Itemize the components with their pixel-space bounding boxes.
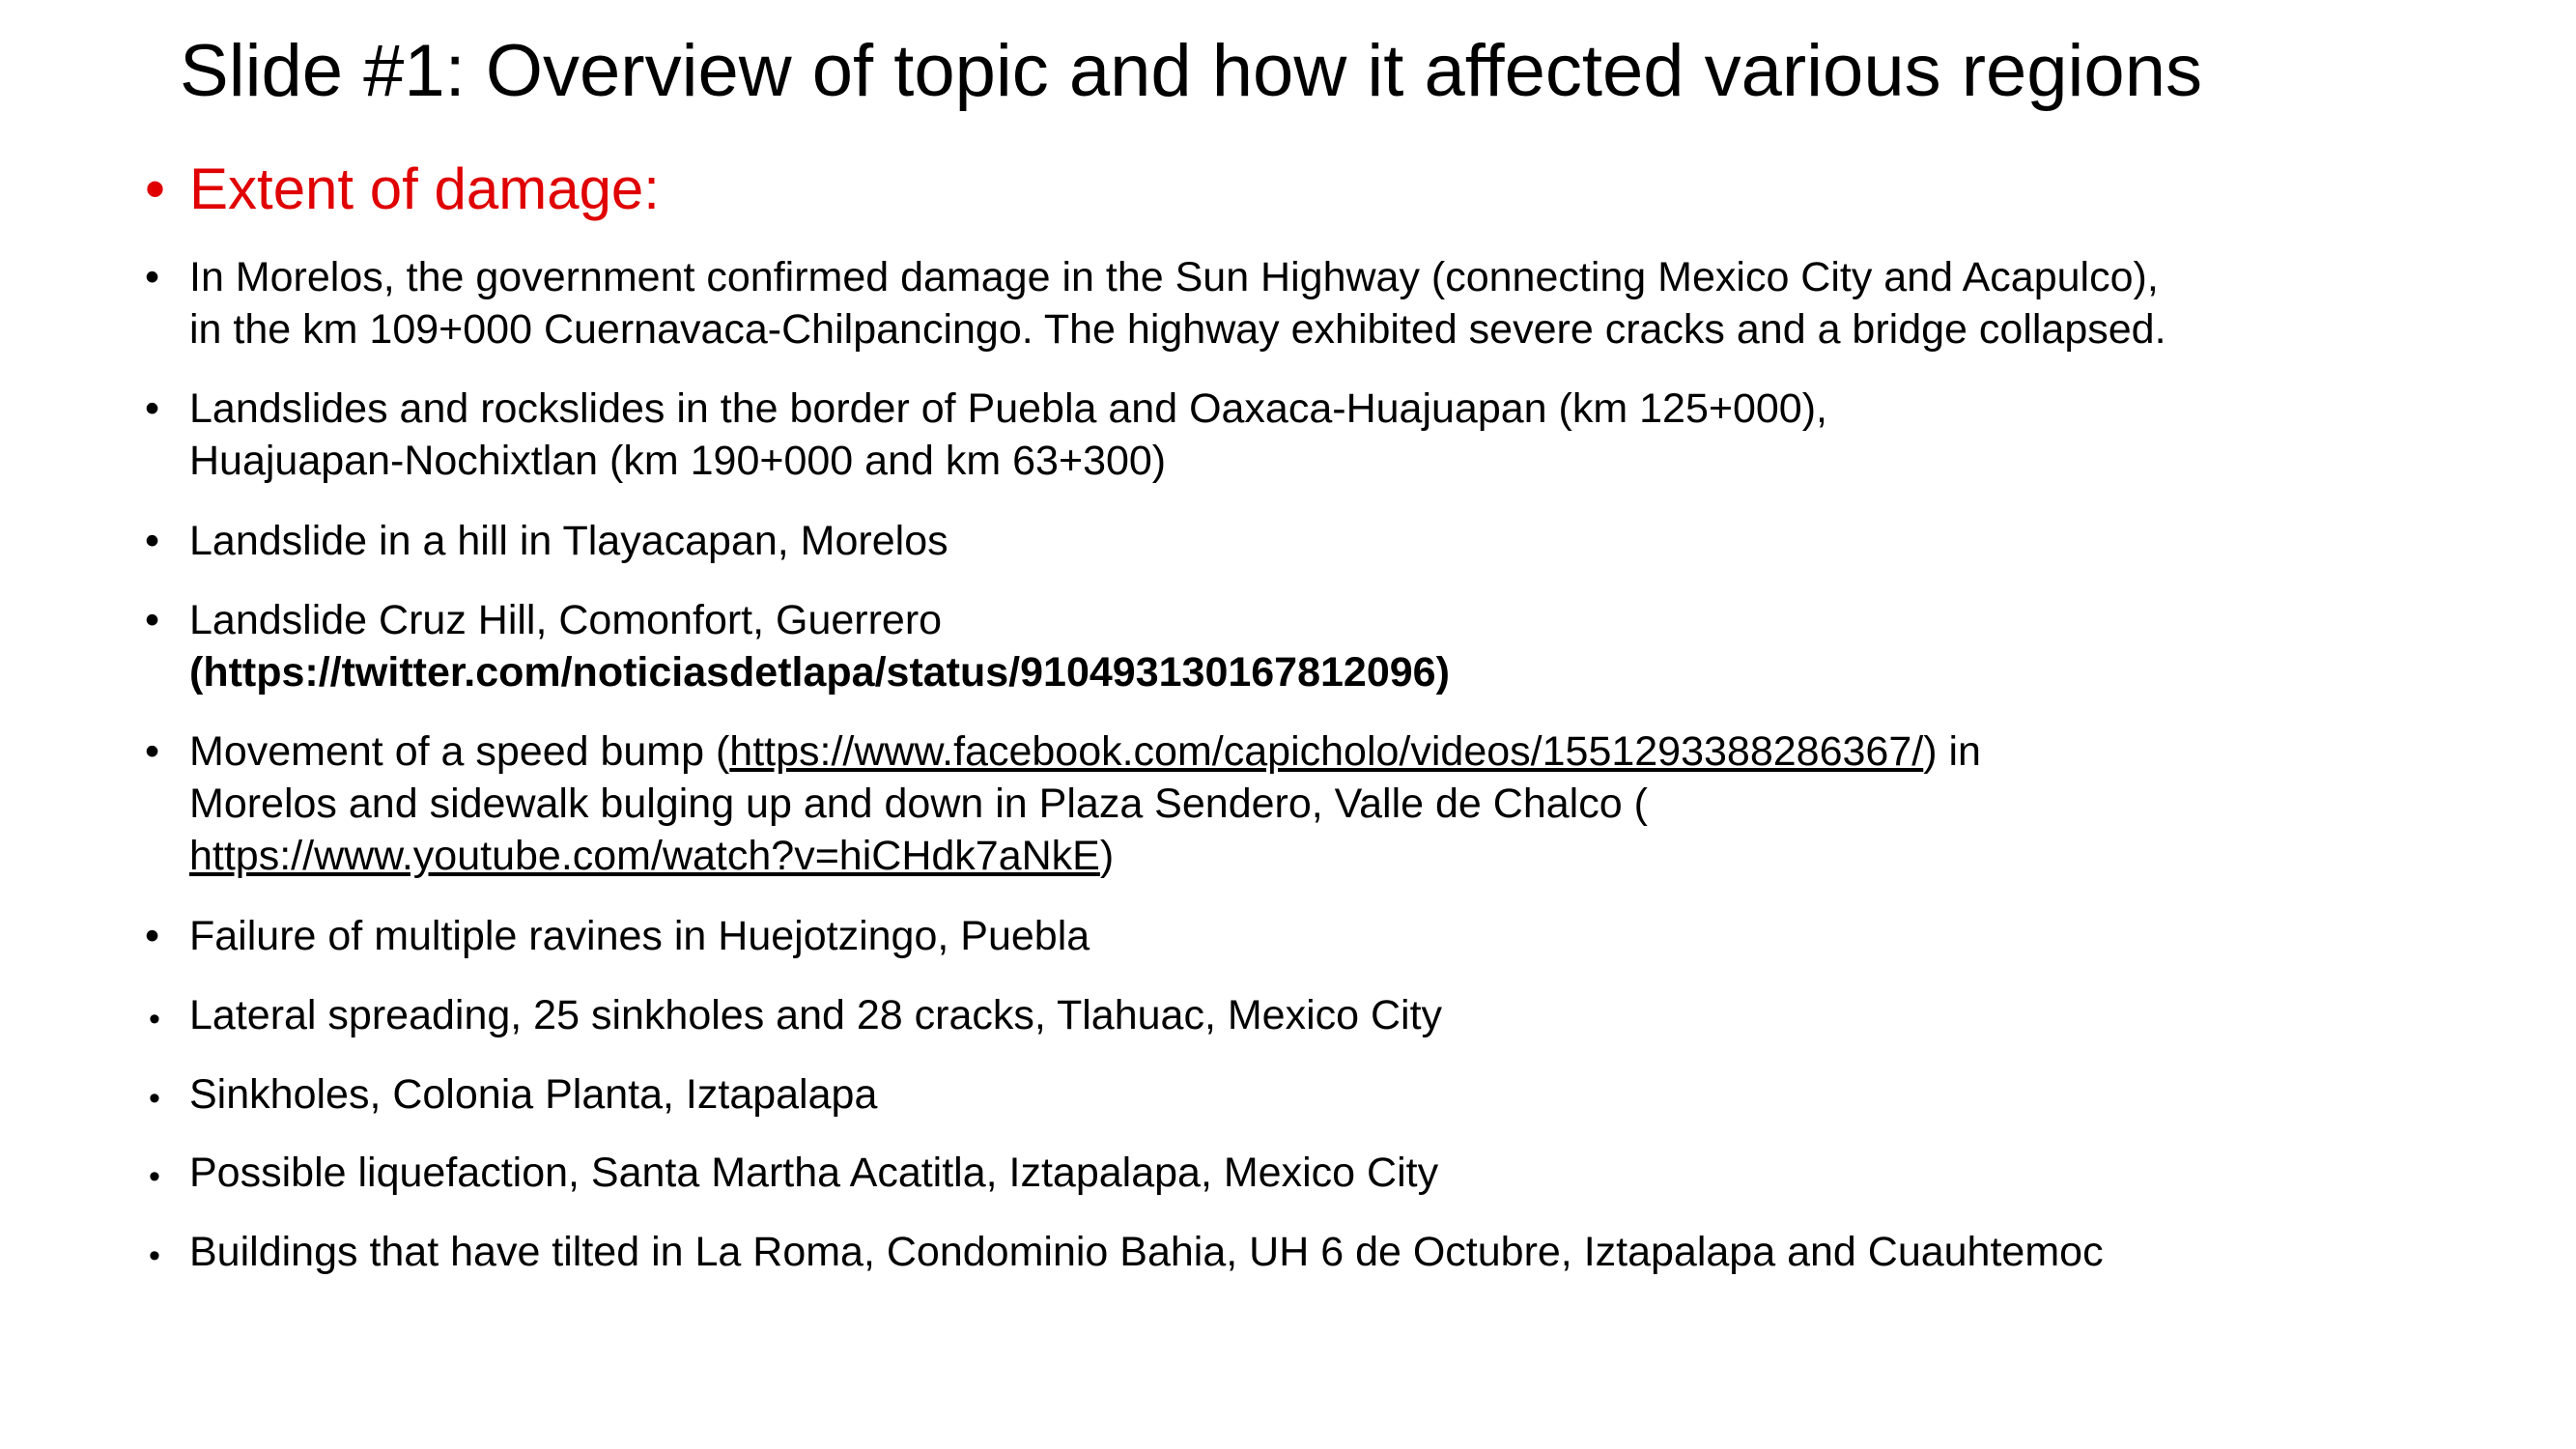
bullet-icon: • (145, 254, 160, 300)
slide-title: Slide #1: Overview of topic and how it affected various regions (180, 30, 2202, 112)
bullet-icon: • (145, 728, 160, 775)
list-item-line: Possible liquefaction, Santa Martha Acatitla, Iztapalapa, Mexico City (189, 1150, 1439, 1196)
list-item-line (189, 830, 2463, 882)
facebook-link[interactable]: https://www.facebook.com/capicholo/videos/1551293388286367/ (729, 728, 1924, 775)
list-item-line: Morelos and sidewalk bulging up and down in Plaza Sendero, Valle de Chalco ( (189, 781, 1648, 827)
list-item (145, 1068, 2463, 1121)
list-item (145, 1226, 2463, 1278)
bullet-icon: • (149, 1001, 160, 1037)
list-item (145, 594, 2463, 698)
list-item-line: in the km 109+000 Cuernavaca-Chilpancingo. The highway exhibited severe cracks and a bridge collapsed. (189, 306, 2166, 353)
bullet-icon: • (145, 518, 160, 564)
twitter-reference: (https://twitter.com/noticiasdetlapa/status/910493130167812096) (189, 649, 1450, 696)
bullet-icon: • (149, 1237, 160, 1274)
youtube-link[interactable]: https://www.youtube.com/watch?v=hiCHdk7aNkE (189, 833, 1100, 879)
list-item-line: Buildings that have tilted in La Roma, Condominio Bahia, UH 6 de Octubre, Iztapalapa and Cuauhtemoc (189, 1229, 2104, 1275)
list-item (145, 515, 2463, 567)
list-item-line: Landslide Cruz Hill, Comonfort, Guerrero (189, 597, 943, 643)
list-item (145, 1147, 2463, 1199)
list-item (145, 383, 2463, 487)
list-item-line: Huajuapan-Nochixtlan (km 190+000 and km 63+300) (189, 438, 1167, 484)
bullet-icon: • (145, 385, 160, 432)
list-item (145, 251, 2463, 355)
list-item (145, 910, 2463, 962)
list-item-line: Lateral spreading, 25 sinkholes and 28 cracks, Tlahuac, Mexico City (189, 992, 1443, 1038)
list-item-line: Failure of multiple ravines in Huejotzingo, Puebla (189, 913, 1090, 959)
list-item-text: ) (1099, 833, 1115, 879)
section-heading-label: Extent of damage: (189, 156, 660, 221)
list-item-line: Landslide in a hill in Tlayacapan, Morelos (189, 518, 948, 564)
list-item-text: ) in (1923, 728, 1981, 775)
list-item-line (189, 725, 2463, 778)
bullet-icon: • (149, 1080, 160, 1117)
bullet-icon: • (149, 1158, 160, 1195)
list-item (145, 725, 2463, 882)
list-item-line: Sinkholes, Colonia Planta, Iztapalapa (189, 1071, 878, 1118)
bullet-icon: • (145, 913, 160, 959)
list-item (145, 989, 2463, 1041)
list-item-line: In Morelos, the government confirmed damage in the Sun Highway (connecting Mexico City and Acapulco), (189, 254, 2159, 300)
bullet-icon: • (145, 597, 160, 643)
bullet-icon: • (145, 156, 166, 221)
list-item-text: Movement of a speed bump ( (189, 728, 730, 775)
list-item-line: Landslides and rockslides in the border of Puebla and Oaxaca-Huajuapan (km 125+000), (189, 385, 1827, 432)
